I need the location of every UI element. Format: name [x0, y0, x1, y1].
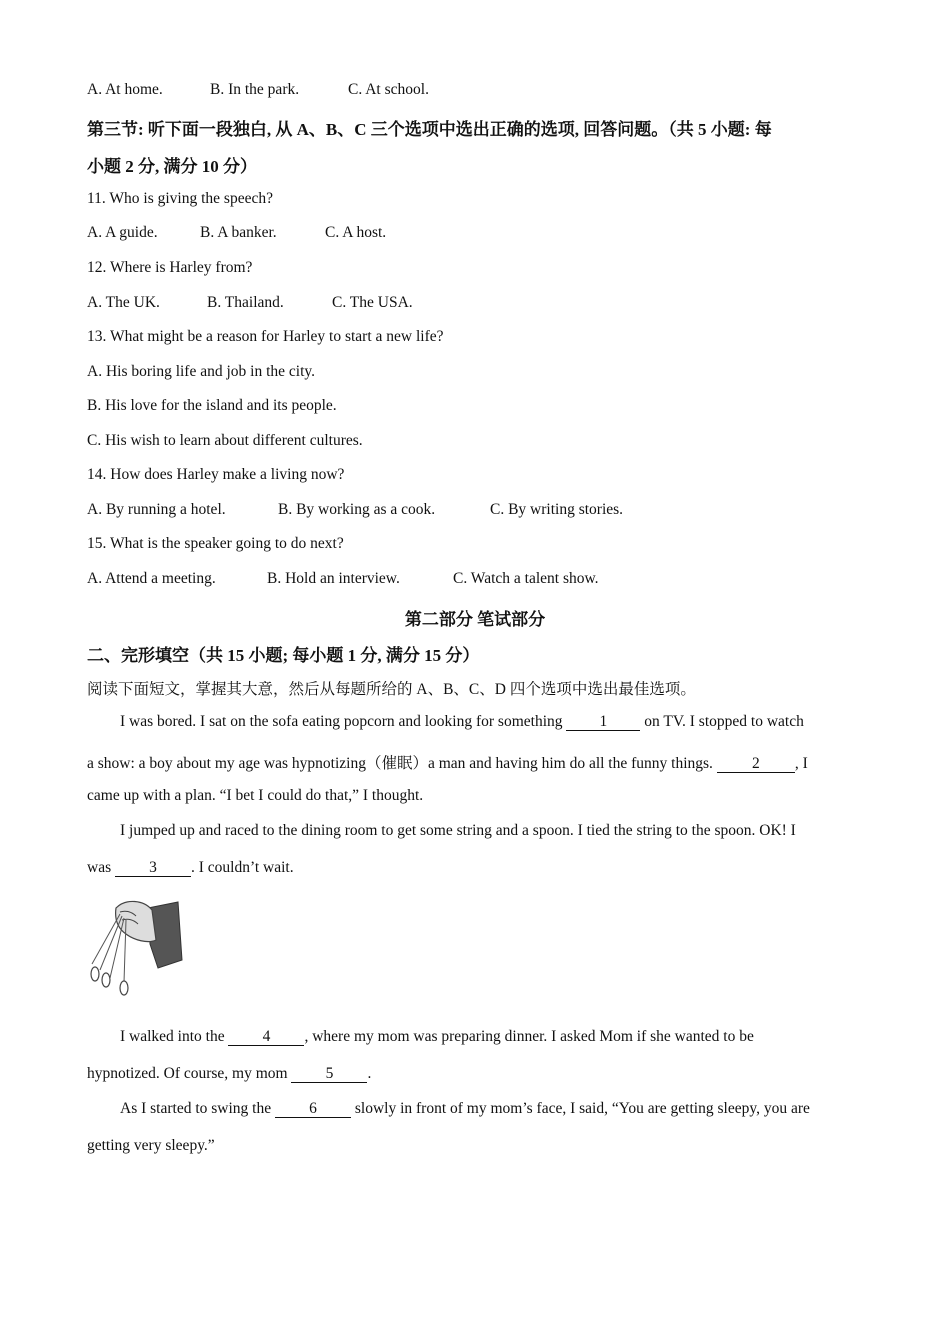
cloze-instruction: 阅读下面短文，掌握其大意，然后从每题所给的 A、B、C、D 四个选项中选出最佳选项。 — [87, 681, 696, 698]
q11-option-c: C. A host. — [325, 224, 387, 241]
q13-option-c: C. His wish to learn about different cultures. — [87, 432, 363, 449]
section3-heading-line2: 小题 2 分, 满分 10 分） — [87, 157, 257, 176]
q15-option-c: C. Watch a talent show. — [453, 570, 599, 587]
passage-text: I was bored. I sat on the sofa eating popcorn and looking for something — [120, 713, 567, 730]
passage-p2-line2 — [87, 859, 294, 877]
question-13: 13. What might be a reason for Harley to start a new life? — [87, 328, 444, 345]
passage-text: . — [367, 1065, 372, 1082]
question-15: 15. What is the speaker going to do next? — [87, 535, 344, 552]
section3-heading-line1: 第三节: 听下面一段独白, 从 A、B、C 三个选项中选出正确的选项, 回答问题。（共 5 小题: 每 — [87, 120, 772, 139]
question-11: 11. Who is giving the speech? — [87, 190, 273, 207]
blank-3: 3 — [115, 860, 191, 877]
blank-4: 4 — [228, 1029, 304, 1046]
passage-p1-line3: came up with a plan. “I bet I could do that,” I thought. — [87, 787, 424, 804]
blank-6: 6 — [275, 1101, 351, 1118]
q14-options — [87, 501, 623, 519]
passage-p3-line2 — [87, 1065, 371, 1083]
q13-option-a: A. His boring life and job in the city. — [87, 363, 316, 380]
q15-option-a: A. Attend a meeting. — [87, 570, 216, 587]
passage-text: slowly in front of my mom’s face, I said, “You are getting sleepy, you are — [350, 1100, 810, 1117]
passage-text: , where my mom was preparing dinner. I asked Mom if she wanted to be — [304, 1028, 754, 1045]
passage-p3-line1 — [120, 1028, 754, 1046]
passage-text: As I started to swing the — [120, 1100, 275, 1117]
q11-option-a: A. A guide. — [87, 224, 158, 241]
q12-option-b: B. Thailand. — [207, 294, 284, 311]
q11-option-b: B. A banker. — [200, 224, 277, 241]
q14-option-c: C. By writing stories. — [490, 501, 624, 518]
passage-p2-line1: I jumped up and raced to the dining room to get some string and a spoon. I tied the string to the spoon. OK! I — [120, 822, 796, 839]
blank-5: 5 — [291, 1066, 367, 1083]
q11-options — [87, 224, 386, 242]
passage-text: hypnotized. Of course, my mom — [87, 1065, 292, 1082]
blank-1: 1 — [566, 714, 640, 731]
cloze-heading: 二、完形填空（共 15 小题; 每小题 1 分, 满分 15 分） — [87, 646, 480, 665]
passage-text: , I — [794, 755, 808, 772]
passage-p1-line2 — [87, 751, 808, 773]
question-12: 12. Where is Harley from? — [87, 259, 253, 276]
passage-text: I walked into the — [120, 1028, 229, 1045]
blank-2: 2 — [717, 756, 795, 773]
q12-options — [87, 294, 413, 312]
part2-title: 第二部分 笔试部分 — [404, 610, 546, 629]
question-14: 14. How does Harley make a living now? — [87, 466, 345, 483]
passage-p4-line2: getting very sleepy.” — [87, 1137, 215, 1154]
q10-option-b: B. In the park. — [210, 81, 300, 98]
q15-option-b: B. Hold an interview. — [267, 570, 400, 587]
q15-options — [87, 570, 599, 588]
q10-options — [87, 81, 429, 99]
q13-option-b: B. His love for the island and its people. — [87, 397, 337, 414]
passage-text: a show: a boy about my age was hypnotizing（催眠）a man and having him do all the funny things. — [87, 755, 717, 772]
passage-p4-line1 — [120, 1100, 810, 1118]
passage-text: was — [87, 859, 115, 876]
passage-text: on TV. I stopped to watch — [640, 713, 804, 730]
q10-option-a: A. At home. — [87, 81, 163, 98]
hand-holding-spoons-illustration — [86, 894, 186, 998]
q10-option-c: C. At school. — [348, 81, 429, 98]
q14-option-b: B. By working as a cook. — [278, 501, 436, 518]
q14-option-a: A. By running a hotel. — [87, 501, 226, 518]
passage-text: . I couldn’t wait. — [190, 859, 294, 876]
passage-p1-line1 — [120, 713, 804, 731]
q12-option-a: A. The UK. — [87, 294, 160, 311]
q12-option-c: C. The USA. — [332, 294, 413, 311]
